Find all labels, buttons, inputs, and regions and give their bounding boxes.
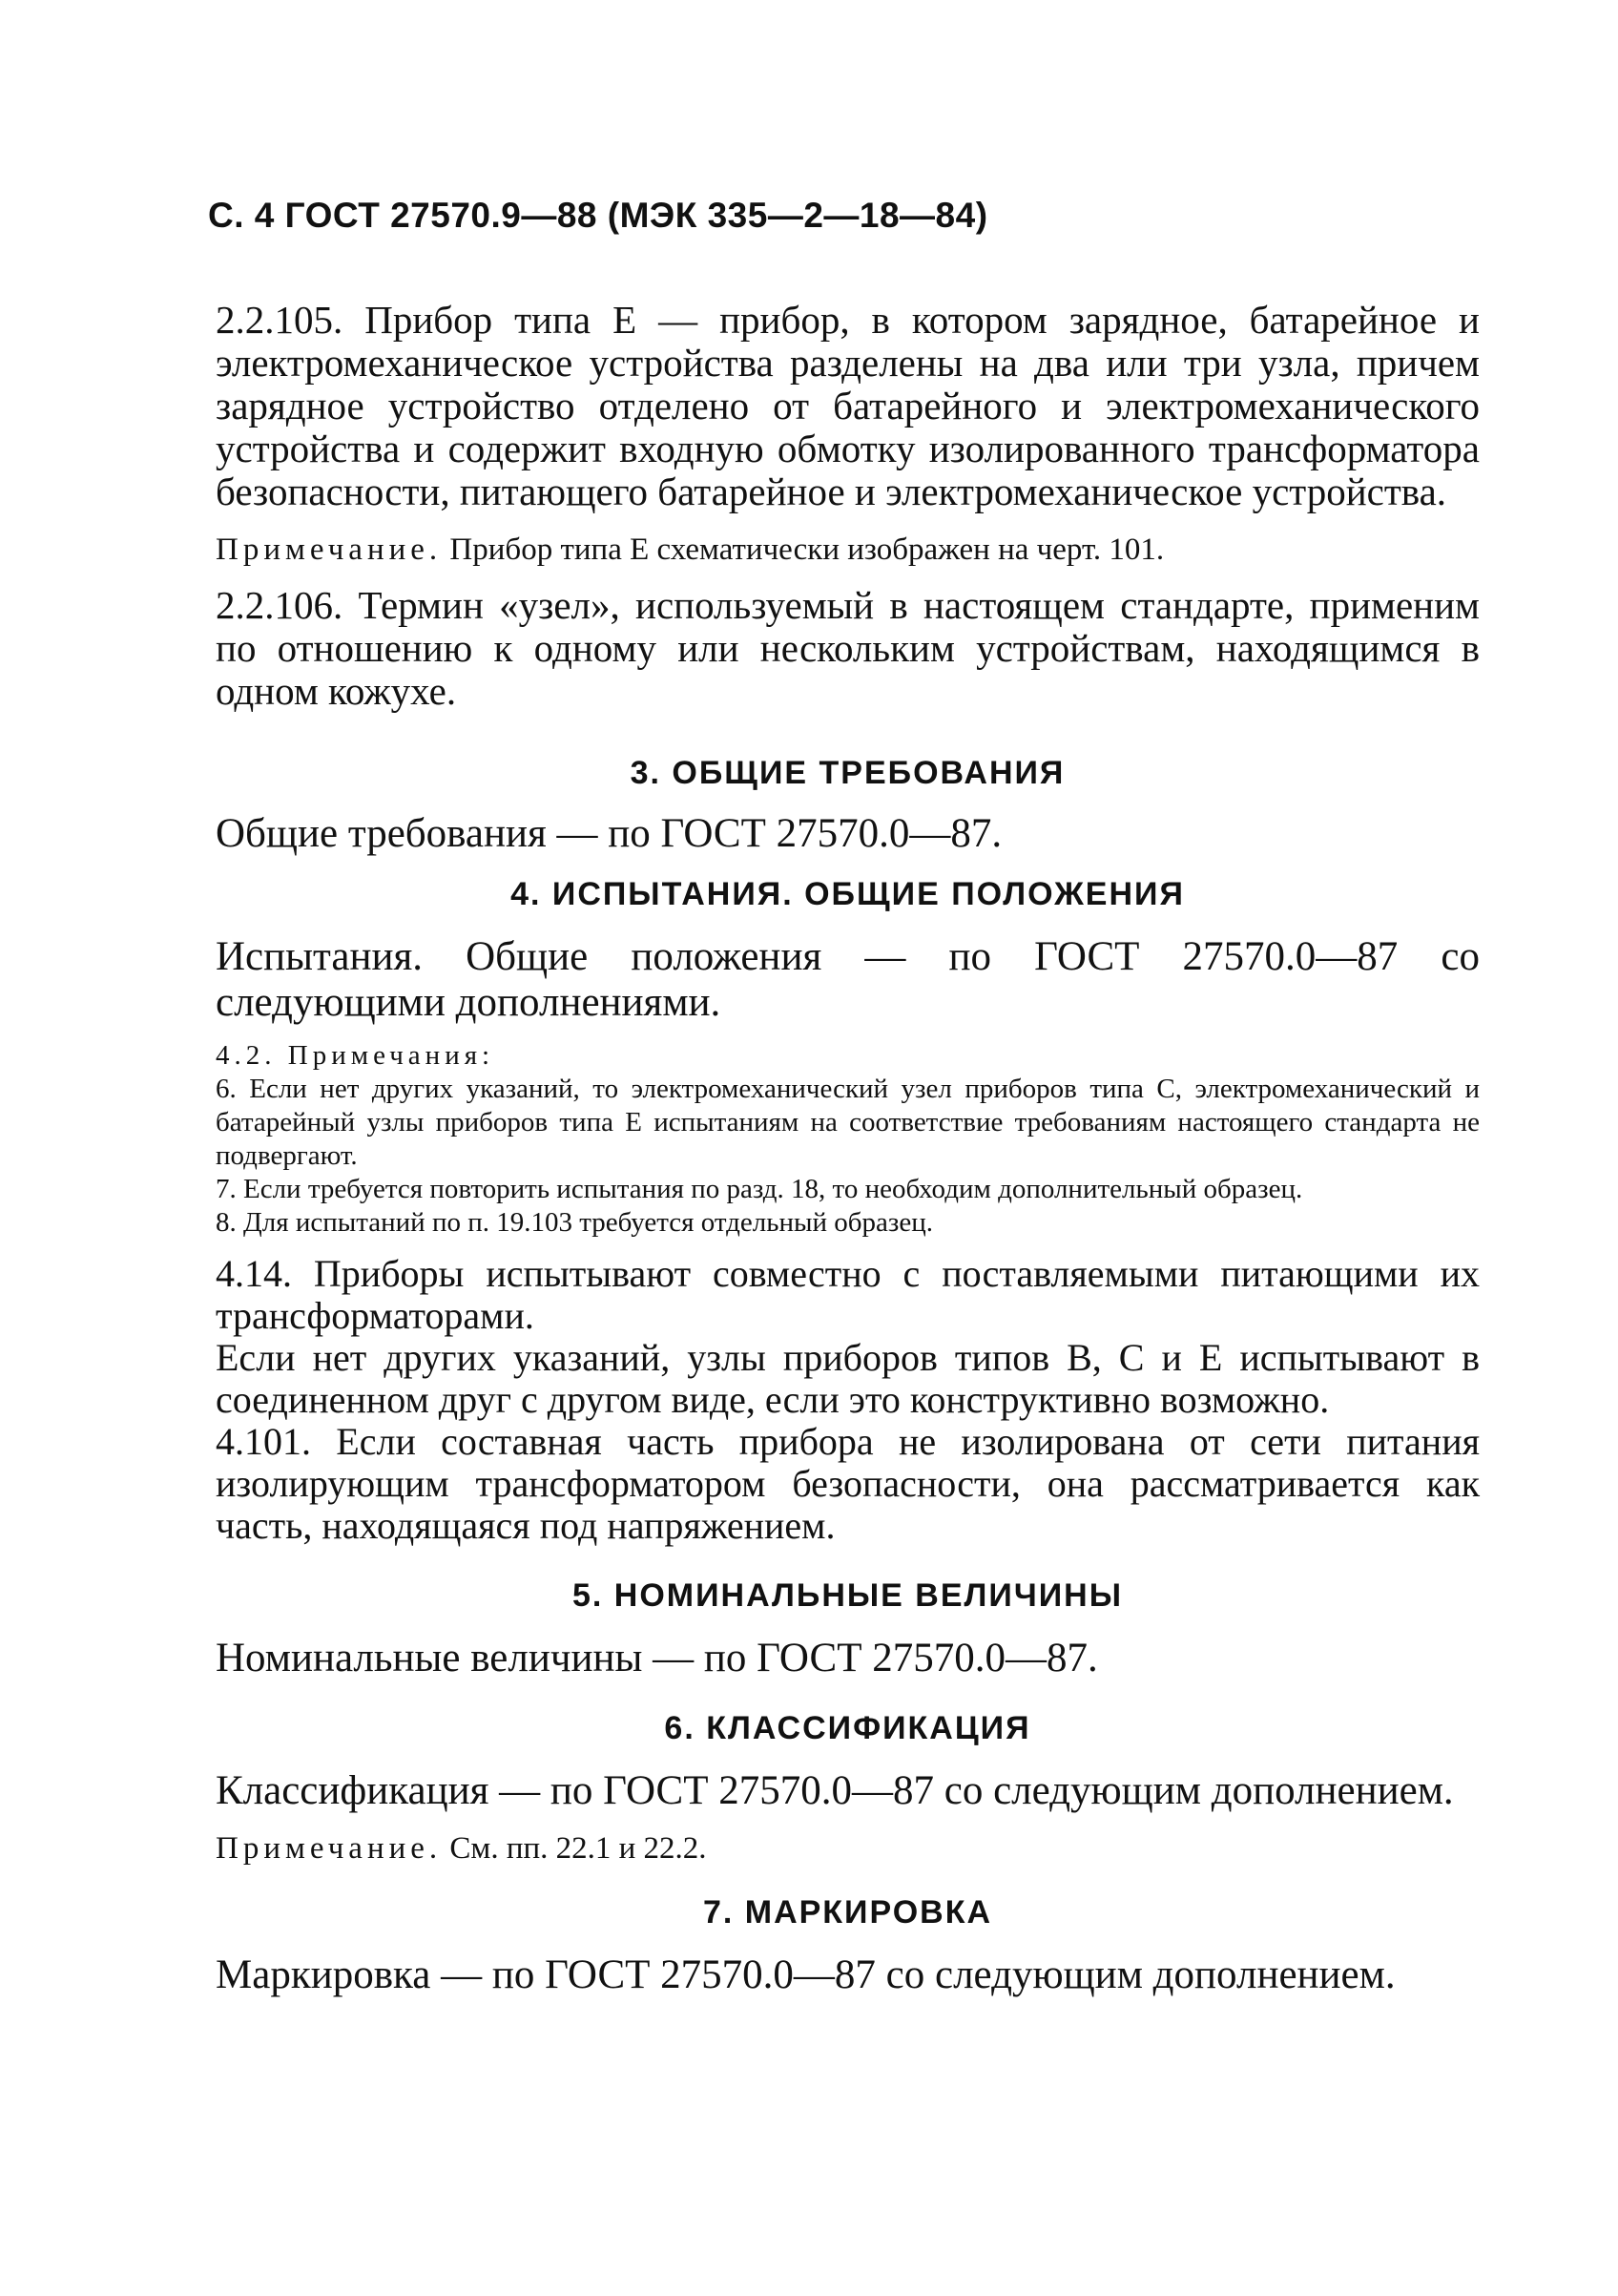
note-8: 8. Для испытаний по п. 19.103 требуется отдельный образец. bbox=[216, 1207, 933, 1238]
clause-2-2-106: 2.2.106. Термин «узел», используемый в настоящем стандарте, применим по отношению к одному или нескольким устройствам, находящимся в одном кожухе. bbox=[216, 583, 1480, 713]
section-3-title: 3. ОБЩИЕ ТРЕБОВАНИЯ bbox=[630, 755, 1066, 791]
notes-label: 4.2. Примечания: bbox=[216, 1040, 495, 1071]
note-6: 6. Если нет других указаний, то электромеханический узел приборов типа С, электромеханический и батарейный узлы приборов типа Е испытаниям на соответствие требованиям настоящего стандарта не подвергают. bbox=[216, 1074, 1480, 1171]
clause-4-101: 4.101. Если составная часть прибора не изолирована от сети питания изолирующим трансформатором безопасности, она рассматривается как часть, находящаяся под напряжением. bbox=[216, 1420, 1480, 1547]
document-page bbox=[208, 196, 1480, 1998]
note-label: Примечание. bbox=[216, 1831, 443, 1866]
clause-4-14-extra: Если нет других указаний, узлы приборов типов В, С и Е испытывают в соединенном друг с другом виде, если это конструктивно возможно. bbox=[216, 1336, 1480, 1421]
section-7-text: Маркировка — по ГОСТ 27570.0—87 со следующим дополнением. bbox=[216, 1952, 1396, 1997]
section-6-text: Классификация — по ГОСТ 27570.0—87 со следующим дополнением. bbox=[216, 1768, 1454, 1813]
note-label: Примечание. bbox=[216, 532, 443, 567]
notes-4-2-label bbox=[216, 1039, 1480, 1073]
section-3-text: Общие требования — по ГОСТ 27570.0—87. bbox=[216, 811, 1003, 856]
note-text: Прибор типа Е схематически изображен на черт. 101. bbox=[449, 532, 1165, 567]
page-header: С. 4 ГОСТ 27570.9—88 (МЭК 335—2—18—84) bbox=[208, 196, 988, 235]
section-7-title: 7. МАРКИРОВКА bbox=[702, 1894, 993, 1931]
note-7: 7. Если требуется повторить испытания по разд. 18, то необходим дополнительный образец. bbox=[216, 1174, 1303, 1204]
note-text: См. пп. 22.1 и 22.2. bbox=[449, 1831, 707, 1866]
section-5-text: Номинальные величины — по ГОСТ 27570.0—87. bbox=[216, 1636, 1098, 1680]
section-6-title: 6. КЛАССИФИКАЦИЯ bbox=[664, 1710, 1031, 1746]
note-2-2-105 bbox=[216, 529, 1480, 571]
note-section-6 bbox=[216, 1827, 1480, 1869]
section-5-title: 5. НОМИНАЛЬНЫЕ ВЕЛИЧИНЫ bbox=[571, 1577, 1124, 1614]
clause-4-14: 4.14. Приборы испытывают совместно с поставляемыми питающими их трансформаторами. bbox=[216, 1252, 1480, 1337]
clause-2-2-105: 2.2.105. Прибор типа Е — прибор, в котором зарядное, батарейное и электромеханическое устройства разделены на два или три узла, причем зарядное устройство отделено от батарейного и электромеханического устройства и содержит входную обмотку изолированного трансформатора безопасности, питающего батарейное и электромеханическое устройства. bbox=[216, 298, 1480, 513]
section-4-text: Испытания. Общие положения — по ГОСТ 27570.0—87 со следующими дополнениями. bbox=[216, 934, 1480, 1025]
section-4-title: 4. ИСПЫТАНИЯ. ОБЩИЕ ПОЛОЖЕНИЯ bbox=[510, 876, 1185, 912]
